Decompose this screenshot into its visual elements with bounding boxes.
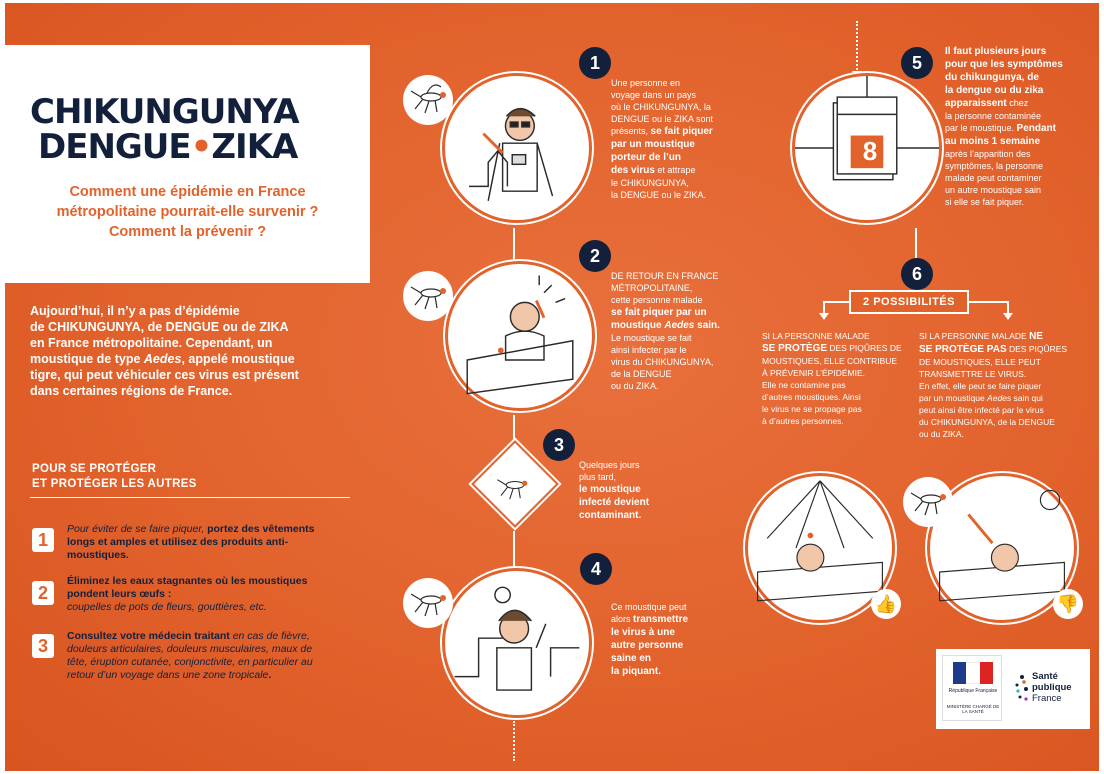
thumbs-down-icon: 👎 [1053,589,1083,619]
step-2-badge: 2 [579,240,611,272]
subtitle-question: Comment la prévenir ? [108,224,267,240]
branch-right [969,301,1009,303]
two-possibilities-label: 2 POSSIBILITÉS [849,290,969,314]
arrow-right-icon [1003,313,1013,320]
step-1-text: Une personne en voyage dans un pays où le CHIKUNGUNYA, la DENGUE ou le ZIKA sont présents, se fait piquer par un moustique porteur de l’un des virus et attrape le CHIKUNGUNYA, la DENGUE ou le ZIKA. [611,78,714,200]
illustration-traveler [442,73,592,223]
step-3-badge: 3 [543,429,575,461]
main-title-line1: CHIKUNGUNYA [30,92,299,132]
step-2-text: DE RETOUR EN FRANCE MÉTROPOLITAINE, cette personne malade se fait piquer par un moustique Aedes sain. Le moustique se fait ainsi infecter par le virus du CHIKUNGUNYA, de la DENGUE ou du ZIKA. [611,271,720,391]
mosquito-icon-4 [403,578,453,628]
flow-line-5-6 [915,228,917,258]
possibility-right-text: SI LA PERSONNE MALADE NE SE PROTÈGE PAS DES PIQÛRES DE MOUSTIQUES, ELLE PEUT TRANSMETTRE LE VIRUS. En effet, elle peut se faire piquer par un moustique Aedes sain qui peut ainsi être infecté par le virus du CHIKUNGUNYA, de la DENGUE ou du ZIKA. [919,331,1068,439]
step-3-text: Quelques jours plus tard, le moustique infecté devient contaminant. [579,460,650,521]
protect-item-1: Pour éviter de se faire piquer, portez des vêtements longs et amples et utilisez des produits anti-moustiques. [67,523,315,561]
protect-number-2: 2 [32,581,54,605]
step-4-badge: 4 [580,553,612,585]
subtitle: Comment une épidémie en France métropolitaine pourrait-elle survenir ? [56,184,319,220]
sante-publique-france-logo: Santé publique France [1032,671,1072,704]
protect-item-3: Consultez votre médecin traitant en cas de fièvre, douleurs articulaires, douleurs musculaires, maux de tête, éruption cutanée, conjonctivite, en particulier au retour d’un voyage dans une zone tropicale. [67,630,313,681]
step-5-badge: 5 [901,47,933,79]
intro-paragraph: Aujourd’hui, il n’y a pas d’épidémie de CHIKUNGUNYA, de DENGUE ou de ZIKA en France métropolitaine. Cependant, un moustique de type Aedes, appelé moustique tigre, qui peut véhiculer ces virus est présent dans certaines régions de France. [30,304,299,398]
step-1-badge: 1 [579,47,611,79]
traveler-icon [445,76,589,220]
possibility-left-text: SI LA PERSONNE MALADE SE PROTÈGE DES PIQÛRES DE MOUSTIQUES, ELLE CONTRIBUE À PRÉVENIR L’ÉPIDÉMIE. Elle ne contamine pas d’autres moustiques. Ainsi le virus ne se propage pas à d’autres personnes. [762,331,902,426]
mosquito-icon-3 [493,463,537,507]
step-6-badge: 6 [901,258,933,290]
mosquito-icon [403,75,453,125]
protect-number-1: 1 [32,528,54,552]
step-5-text: Il faut plusieurs jours pour que les symptômes du chikungunya, de la dengue ou du zika apparaissent chez la personne contaminée par le moustique. Pendant au moins 1 semaine après l’apparition des symptômes, la personne malade peut contaminer un autre moustique sain si elle se fait piquer. [945,46,1063,207]
flow-line-3-4 [513,531,515,569]
protect-heading: POUR SE PROTÉGER ET PROTÉGER LES AUTRES [32,463,197,490]
illustration-healthy-person [442,568,592,718]
step-4-text: Ce moustique peut alors transmettre le virus à une autre personne saine en la piquant. [611,602,689,677]
main-title-line2: DENGUE•ZIKA [38,127,298,167]
arrow-left-icon [819,313,829,320]
flow-line-top [856,21,858,73]
divider [30,497,350,498]
calendar-day: 8 [862,136,878,166]
mosquito-icon-5 [903,477,953,527]
title-box [5,45,370,283]
flow-line-bottom [513,721,515,761]
protect-number-3: 3 [32,634,54,658]
poster [5,3,1099,771]
thumbs-up-icon: 👍 [871,589,901,619]
protect-item-2: Éliminez les eaux stagnantes où les moustiques pondent leurs œufs : coupelles de pots de fleurs, gouttières, etc. [67,575,308,613]
logos-box [936,649,1090,729]
illustration-calendar [792,73,942,223]
branch-left [823,301,849,303]
illustration-sick-person [445,261,595,411]
spf-molecule-icon [1014,669,1030,705]
republique-francaise-logo: République Française MINISTÈRE CHARGÉ DE LA SANTÉ [942,655,1002,721]
mosquito-icon-2 [403,271,453,321]
